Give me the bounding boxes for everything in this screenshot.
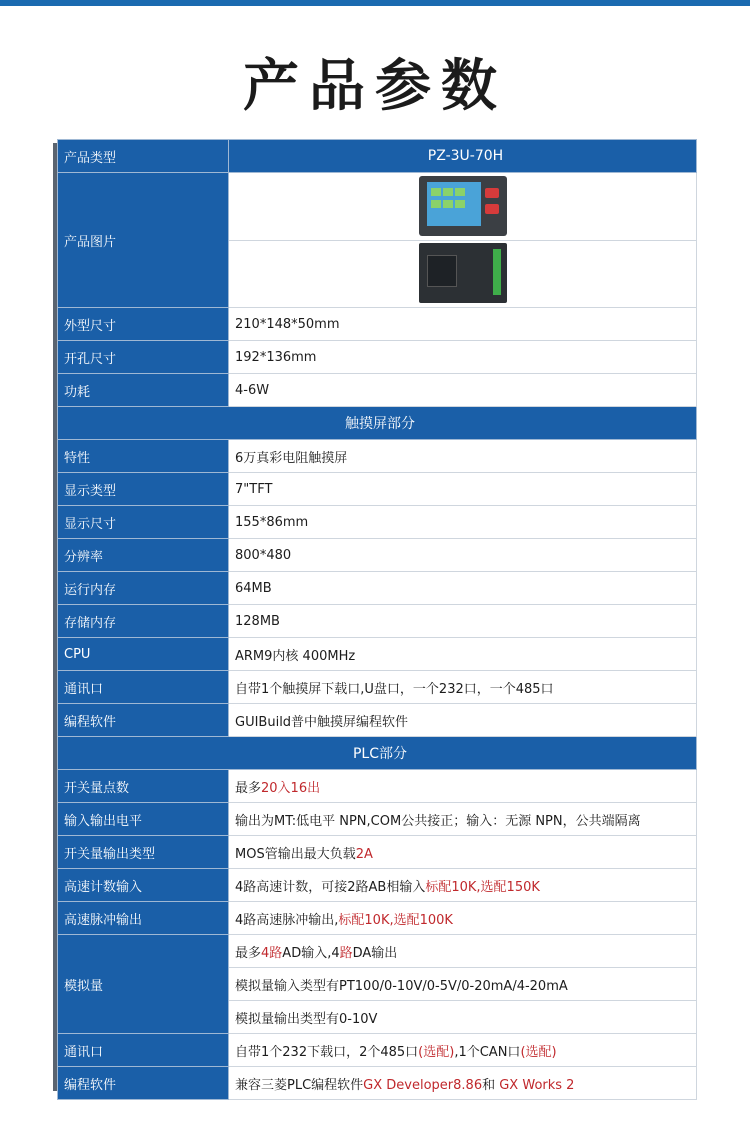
highlight-text: GX Works 2 bbox=[499, 1077, 575, 1093]
row-value: 6万真彩电阻触摸屏 bbox=[229, 440, 697, 473]
row-label: 编程软件 bbox=[58, 1067, 229, 1100]
product-image-row bbox=[58, 173, 697, 241]
row-value: 128MB bbox=[229, 605, 697, 638]
value-text: 兼容三菱PLC编程软件 bbox=[235, 1077, 364, 1093]
highlight-text: 路 bbox=[339, 945, 353, 961]
row-label: 开关量点数 bbox=[58, 770, 229, 803]
row-value: 210*148*50mm bbox=[229, 308, 697, 341]
row-value bbox=[229, 902, 697, 935]
value-text: ,1个CAN口 bbox=[454, 1044, 521, 1060]
analog-row bbox=[58, 935, 697, 968]
value-text: DA输出 bbox=[352, 945, 398, 961]
value-text: AD输入,4 bbox=[282, 945, 340, 961]
highlight-text: GX Developer8.86 bbox=[363, 1077, 483, 1093]
row-label: 开关量输出类型 bbox=[58, 836, 229, 869]
top-accent-bar bbox=[0, 0, 750, 6]
value-text: 4路高速计数，可接2路AB相输入 bbox=[235, 879, 426, 895]
highlight-text: (选配) bbox=[418, 1044, 455, 1060]
value-text: 模拟量输出类型有0-10V bbox=[235, 1011, 378, 1027]
touch-row bbox=[58, 539, 697, 572]
product-type-label: 产品类型 bbox=[58, 140, 229, 173]
row-value: 155*86mm bbox=[229, 506, 697, 539]
plc-row bbox=[58, 902, 697, 935]
row-label: 运行内存 bbox=[58, 572, 229, 605]
row-label: 特性 bbox=[58, 440, 229, 473]
touch-row bbox=[58, 704, 697, 737]
value-text: 自带1个232下载口，2个485口 bbox=[235, 1044, 419, 1060]
highlight-text: 2A bbox=[355, 846, 373, 862]
basic-row bbox=[58, 308, 697, 341]
row-value bbox=[229, 968, 697, 1001]
page-title: 产品参数 bbox=[243, 54, 507, 119]
row-label: 高速计数输入 bbox=[58, 869, 229, 902]
touch-row bbox=[58, 572, 697, 605]
touch-row bbox=[58, 605, 697, 638]
row-value bbox=[229, 803, 697, 836]
plc-back-photo bbox=[419, 243, 507, 303]
row-value bbox=[229, 1067, 697, 1100]
product-type-row bbox=[58, 140, 697, 173]
row-label: 外型尺寸 bbox=[58, 308, 229, 341]
row-value: 7"TFT bbox=[229, 473, 697, 506]
basic-row bbox=[58, 341, 697, 374]
plc-section-header bbox=[58, 737, 697, 770]
plc-row bbox=[58, 803, 697, 836]
tail-row bbox=[58, 1034, 697, 1067]
row-value: 192*136mm bbox=[229, 341, 697, 374]
highlight-text: 标配10K,选配150K bbox=[425, 879, 540, 895]
row-label: 功耗 bbox=[58, 374, 229, 407]
row-value bbox=[229, 935, 697, 968]
row-label: 通讯口 bbox=[58, 1034, 229, 1067]
row-label: 开孔尺寸 bbox=[58, 341, 229, 374]
plc-row bbox=[58, 869, 697, 902]
highlight-text: 4路 bbox=[261, 945, 283, 961]
product-image-label: 产品图片 bbox=[58, 173, 229, 308]
row-value bbox=[229, 1001, 697, 1034]
row-value: 64MB bbox=[229, 572, 697, 605]
touch-row bbox=[58, 506, 697, 539]
value-text: 和 bbox=[482, 1077, 500, 1093]
touch-section-title: 触摸屏部分 bbox=[58, 407, 697, 440]
row-label: 显示尺寸 bbox=[58, 506, 229, 539]
value-text: MOS管输出最大负载 bbox=[235, 846, 356, 862]
value-text: 输出为MT:低电平 NPN,COM公共接正；输入：无源 NPN，公共端隔离 bbox=[235, 813, 641, 829]
touch-row bbox=[58, 638, 697, 671]
touch-row bbox=[58, 473, 697, 506]
product-image-back-cell bbox=[229, 241, 697, 308]
row-value: 800*480 bbox=[229, 539, 697, 572]
row-label: 分辨率 bbox=[58, 539, 229, 572]
row-value bbox=[229, 869, 697, 902]
analog-label: 模拟量 bbox=[58, 935, 229, 1034]
row-label: 通讯口 bbox=[58, 671, 229, 704]
row-label: 编程软件 bbox=[58, 704, 229, 737]
value-text: 最多 bbox=[235, 945, 262, 961]
row-label: 输入输出电平 bbox=[58, 803, 229, 836]
plc-row bbox=[58, 836, 697, 869]
row-value bbox=[229, 1034, 697, 1067]
basic-row bbox=[58, 374, 697, 407]
touch-row bbox=[58, 671, 697, 704]
plc-row bbox=[58, 770, 697, 803]
row-label: 显示类型 bbox=[58, 473, 229, 506]
row-value: GUIBuild普中触摸屏编程软件 bbox=[229, 704, 697, 737]
row-label: CPU bbox=[58, 638, 229, 671]
highlight-text: 标配10K,选配100K bbox=[338, 912, 453, 928]
row-value: ARM9内核 400MHz bbox=[229, 638, 697, 671]
tail-row bbox=[58, 1067, 697, 1100]
highlight-text: (选配) bbox=[520, 1044, 557, 1060]
touch-row bbox=[58, 440, 697, 473]
touch-section-header bbox=[58, 407, 697, 440]
row-value: 自带1个触摸屏下载口,U盘口，一个232口，一个485口 bbox=[229, 671, 697, 704]
hmi-front-photo bbox=[419, 176, 507, 236]
plc-section-title: PLC部分 bbox=[58, 737, 697, 770]
row-value bbox=[229, 770, 697, 803]
product-image-front-cell bbox=[229, 173, 697, 241]
highlight-text: 20入16出 bbox=[261, 780, 321, 796]
row-value: 4-6W bbox=[229, 374, 697, 407]
row-label: 存储内存 bbox=[58, 605, 229, 638]
value-text: 4路高速脉冲输出, bbox=[235, 912, 339, 928]
value-text: 最多 bbox=[235, 780, 262, 796]
value-text: 模拟量输入类型有PT100/0-10V/0-5V/0-20mA/4-20mA bbox=[235, 978, 568, 994]
row-value bbox=[229, 836, 697, 869]
product-type-value: PZ-3U-70H bbox=[229, 140, 697, 173]
row-label: 高速脉冲输出 bbox=[58, 902, 229, 935]
spec-table bbox=[57, 139, 697, 1100]
